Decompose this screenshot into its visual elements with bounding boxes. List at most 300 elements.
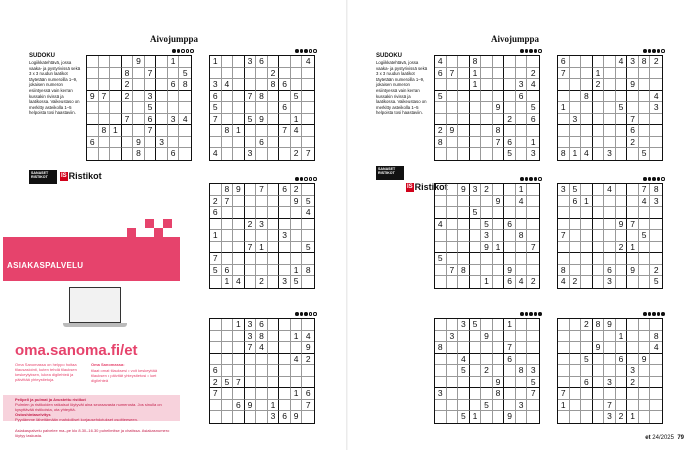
sudoku-cell[interactable] xyxy=(516,377,528,389)
sudoku-cell[interactable]: 4 xyxy=(291,125,303,137)
sudoku-cell[interactable]: 3 xyxy=(481,230,493,242)
sudoku-cell[interactable] xyxy=(604,56,616,68)
sudoku-cell[interactable]: 8 xyxy=(256,331,268,343)
sudoku-cell[interactable]: 3 xyxy=(268,411,280,423)
sudoku-cell[interactable] xyxy=(581,411,593,423)
sudoku-cell[interactable] xyxy=(233,207,245,219)
sudoku-cell[interactable] xyxy=(447,114,459,126)
sudoku-cell[interactable] xyxy=(470,137,482,149)
sudoku-cell[interactable] xyxy=(279,342,291,354)
sudoku-cell[interactable] xyxy=(470,114,482,126)
sudoku-cell[interactable] xyxy=(627,354,639,366)
sudoku-cell[interactable]: 9 xyxy=(627,79,639,91)
sudoku-cell[interactable] xyxy=(435,79,447,91)
sudoku-cell[interactable]: 3 xyxy=(156,137,168,149)
sudoku-cell[interactable]: 8 xyxy=(581,91,593,103)
sudoku-cell[interactable] xyxy=(627,388,639,400)
sudoku-cell[interactable] xyxy=(616,388,628,400)
sudoku-cell[interactable] xyxy=(516,219,528,231)
sudoku-cell[interactable] xyxy=(268,388,280,400)
sudoku-cell[interactable] xyxy=(447,354,459,366)
sudoku-cell[interactable] xyxy=(233,411,245,423)
sudoku-cell[interactable]: 2 xyxy=(435,125,447,137)
sudoku-cell[interactable] xyxy=(279,219,291,231)
sudoku-cell[interactable] xyxy=(145,79,157,91)
sudoku-cell[interactable] xyxy=(210,184,222,196)
sudoku-cell[interactable] xyxy=(527,354,539,366)
sudoku-cell[interactable] xyxy=(593,56,605,68)
sudoku-cell[interactable] xyxy=(639,411,651,423)
sudoku-cell[interactable]: 8 xyxy=(133,148,145,160)
sudoku-cell[interactable] xyxy=(99,137,111,149)
sudoku-cell[interactable] xyxy=(558,342,570,354)
sudoku-cell[interactable]: 5 xyxy=(302,196,314,208)
sudoku-cell[interactable] xyxy=(302,184,314,196)
sudoku-cell[interactable] xyxy=(493,148,505,160)
sudoku-cell[interactable] xyxy=(458,342,470,354)
sudoku-cell[interactable] xyxy=(110,137,122,149)
sudoku-cell[interactable]: 6 xyxy=(279,102,291,114)
sudoku-cell[interactable]: 4 xyxy=(650,342,662,354)
sudoku-cell[interactable] xyxy=(616,230,628,242)
sudoku-cell[interactable]: 6 xyxy=(233,400,245,412)
sudoku-cell[interactable] xyxy=(179,102,191,114)
sudoku-cell[interactable] xyxy=(435,148,447,160)
sudoku-cell[interactable] xyxy=(110,148,122,160)
sudoku-cell[interactable] xyxy=(279,56,291,68)
sudoku-cell[interactable] xyxy=(122,125,134,137)
sudoku-cell[interactable] xyxy=(256,230,268,242)
sudoku-cell[interactable]: 7 xyxy=(504,342,516,354)
sudoku-cell[interactable] xyxy=(527,411,539,423)
sudoku-cell[interactable] xyxy=(581,137,593,149)
sudoku-cell[interactable]: 1 xyxy=(291,388,303,400)
sudoku-cell[interactable] xyxy=(279,365,291,377)
sudoku-cell[interactable] xyxy=(650,148,662,160)
sudoku-cell[interactable] xyxy=(233,56,245,68)
sudoku-cell[interactable] xyxy=(593,411,605,423)
sudoku-cell[interactable] xyxy=(168,125,180,137)
sudoku-cell[interactable] xyxy=(87,102,99,114)
sudoku-cell[interactable] xyxy=(493,207,505,219)
sudoku-cell[interactable] xyxy=(481,377,493,389)
sudoku-cell[interactable] xyxy=(222,365,234,377)
sudoku-cell[interactable] xyxy=(245,196,257,208)
sudoku-cell[interactable] xyxy=(222,400,234,412)
sudoku-cell[interactable] xyxy=(279,114,291,126)
sudoku-cell[interactable] xyxy=(279,400,291,412)
sudoku-cell[interactable] xyxy=(481,319,493,331)
sudoku-cell[interactable] xyxy=(233,219,245,231)
sudoku-cell[interactable] xyxy=(458,207,470,219)
sudoku-cell[interactable] xyxy=(481,91,493,103)
sudoku-cell[interactable] xyxy=(245,265,257,277)
sudoku-cell[interactable] xyxy=(87,79,99,91)
sudoku-cell[interactable] xyxy=(470,331,482,343)
sudoku-cell[interactable] xyxy=(133,125,145,137)
sudoku-cell[interactable] xyxy=(639,400,651,412)
sudoku-cell[interactable] xyxy=(87,125,99,137)
sudoku-cell[interactable] xyxy=(581,219,593,231)
sudoku-cell[interactable]: 6 xyxy=(145,114,157,126)
sudoku-cell[interactable]: 8 xyxy=(593,319,605,331)
sudoku-cell[interactable] xyxy=(268,331,280,343)
sudoku-cell[interactable]: 3 xyxy=(256,219,268,231)
sudoku-cell[interactable]: 4 xyxy=(233,276,245,288)
sudoku-cell[interactable] xyxy=(570,265,582,277)
sudoku-cell[interactable] xyxy=(458,148,470,160)
sudoku-cell[interactable] xyxy=(493,331,505,343)
sudoku-cell[interactable] xyxy=(650,207,662,219)
sudoku-cell[interactable] xyxy=(99,114,111,126)
sudoku-cell[interactable] xyxy=(145,56,157,68)
sudoku-cell[interactable] xyxy=(222,91,234,103)
sudoku-cell[interactable]: 5 xyxy=(470,207,482,219)
sudoku-cell[interactable]: 1 xyxy=(627,242,639,254)
sudoku-cell[interactable] xyxy=(179,91,191,103)
sudoku-cell[interactable]: 7 xyxy=(279,125,291,137)
sudoku-cell[interactable] xyxy=(627,68,639,80)
sudoku-cell[interactable]: 5 xyxy=(481,219,493,231)
sudoku-cell[interactable] xyxy=(527,342,539,354)
sudoku-cell[interactable]: 4 xyxy=(291,354,303,366)
sudoku-cell[interactable]: 6 xyxy=(527,114,539,126)
sudoku-cell[interactable] xyxy=(493,56,505,68)
sudoku-cell[interactable] xyxy=(481,196,493,208)
sudoku-cell[interactable] xyxy=(570,365,582,377)
sudoku-cell[interactable] xyxy=(481,137,493,149)
sudoku-cell[interactable] xyxy=(493,265,505,277)
sudoku-cell[interactable] xyxy=(291,319,303,331)
sudoku-cell[interactable] xyxy=(458,400,470,412)
ad-url-link[interactable]: oma.sanoma.fi/et xyxy=(15,342,138,359)
sudoku-cell[interactable] xyxy=(279,196,291,208)
sudoku-cell[interactable]: 2 xyxy=(627,377,639,389)
sudoku-cell[interactable] xyxy=(504,400,516,412)
sudoku-cell[interactable] xyxy=(616,265,628,277)
sudoku-cell[interactable]: 1 xyxy=(593,68,605,80)
sudoku-cell[interactable] xyxy=(222,388,234,400)
sudoku-cell[interactable]: 4 xyxy=(435,56,447,68)
sudoku-cell[interactable] xyxy=(233,365,245,377)
sudoku-cell[interactable] xyxy=(435,242,447,254)
sudoku-cell[interactable]: 8 xyxy=(256,91,268,103)
sudoku-cell[interactable] xyxy=(470,219,482,231)
sudoku-cell[interactable] xyxy=(435,319,447,331)
sudoku-cell[interactable] xyxy=(570,319,582,331)
sudoku-cell[interactable] xyxy=(256,68,268,80)
sudoku-cell[interactable] xyxy=(616,91,628,103)
sudoku-cell[interactable] xyxy=(616,137,628,149)
sudoku-cell[interactable] xyxy=(527,219,539,231)
sudoku-cell[interactable] xyxy=(156,102,168,114)
sudoku-cell[interactable] xyxy=(627,102,639,114)
sudoku-cell[interactable] xyxy=(639,331,651,343)
sudoku-cell[interactable]: 1 xyxy=(493,242,505,254)
sudoku-cell[interactable] xyxy=(268,365,280,377)
sudoku-cell[interactable] xyxy=(256,102,268,114)
sudoku-cell[interactable] xyxy=(302,319,314,331)
sudoku-cell[interactable] xyxy=(458,125,470,137)
sudoku-cell[interactable] xyxy=(493,114,505,126)
sudoku-cell[interactable]: 1 xyxy=(570,148,582,160)
sudoku-cell[interactable] xyxy=(470,91,482,103)
sudoku-cell[interactable] xyxy=(570,56,582,68)
sudoku-cell[interactable]: 3 xyxy=(604,411,616,423)
sudoku-cell[interactable] xyxy=(650,354,662,366)
sudoku-cell[interactable] xyxy=(256,79,268,91)
sudoku-cell[interactable] xyxy=(493,184,505,196)
sudoku-cell[interactable] xyxy=(581,342,593,354)
sudoku-cell[interactable] xyxy=(268,354,280,366)
sudoku-cell[interactable] xyxy=(639,207,651,219)
sudoku-cell[interactable] xyxy=(581,184,593,196)
sudoku-cell[interactable]: 2 xyxy=(291,148,303,160)
sudoku-cell[interactable] xyxy=(447,253,459,265)
sudoku-cell[interactable]: 2 xyxy=(210,377,222,389)
sudoku-cell[interactable]: 3 xyxy=(604,276,616,288)
sudoku-cell[interactable] xyxy=(222,148,234,160)
sudoku-cell[interactable] xyxy=(470,125,482,137)
sudoku-cell[interactable]: 4 xyxy=(302,56,314,68)
sudoku-cell[interactable]: 2 xyxy=(256,276,268,288)
sudoku-cell[interactable] xyxy=(222,207,234,219)
sudoku-cell[interactable]: 6 xyxy=(616,354,628,366)
sudoku-cell[interactable]: 2 xyxy=(122,79,134,91)
sudoku-cell[interactable]: 3 xyxy=(516,79,528,91)
sudoku-cell[interactable]: 8 xyxy=(558,148,570,160)
sudoku-cell[interactable] xyxy=(604,102,616,114)
sudoku-cell[interactable]: 2 xyxy=(291,184,303,196)
sudoku-cell[interactable] xyxy=(222,319,234,331)
sudoku-cell[interactable]: 7 xyxy=(233,377,245,389)
sudoku-cell[interactable]: 6 xyxy=(604,265,616,277)
sudoku-cell[interactable]: 5 xyxy=(639,230,651,242)
sudoku-cell[interactable]: 7 xyxy=(245,342,257,354)
sudoku-cell[interactable]: 9 xyxy=(256,114,268,126)
sudoku-cell[interactable] xyxy=(302,91,314,103)
sudoku-cell[interactable] xyxy=(179,56,191,68)
sudoku-cell[interactable] xyxy=(470,148,482,160)
sudoku-cell[interactable]: 4 xyxy=(639,196,651,208)
sudoku-cell[interactable]: 7 xyxy=(527,242,539,254)
sudoku-cell[interactable] xyxy=(627,400,639,412)
sudoku-cell[interactable] xyxy=(291,365,303,377)
sudoku-cell[interactable]: 7 xyxy=(245,91,257,103)
sudoku-cell[interactable] xyxy=(222,56,234,68)
sudoku-cell[interactable]: 8 xyxy=(435,137,447,149)
sudoku-cell[interactable] xyxy=(168,91,180,103)
sudoku-cell[interactable] xyxy=(581,230,593,242)
sudoku-cell[interactable] xyxy=(256,265,268,277)
sudoku-cell[interactable]: 5 xyxy=(179,68,191,80)
sudoku-cell[interactable] xyxy=(504,377,516,389)
sudoku-cell[interactable] xyxy=(593,354,605,366)
sudoku-cell[interactable]: 4 xyxy=(222,79,234,91)
sudoku-cell[interactable] xyxy=(558,196,570,208)
sudoku-cell[interactable] xyxy=(447,102,459,114)
sudoku-cell[interactable] xyxy=(481,342,493,354)
sudoku-cell[interactable]: 9 xyxy=(593,342,605,354)
sudoku-cell[interactable] xyxy=(639,242,651,254)
sudoku-cell[interactable]: 1 xyxy=(268,400,280,412)
sudoku-cell[interactable]: 5 xyxy=(527,377,539,389)
sudoku-cell[interactable] xyxy=(245,365,257,377)
sudoku-cell[interactable] xyxy=(156,125,168,137)
sudoku-cell[interactable] xyxy=(627,319,639,331)
sudoku-cell[interactable] xyxy=(639,114,651,126)
sudoku-cell[interactable]: 8 xyxy=(516,365,528,377)
sudoku-cell[interactable] xyxy=(447,388,459,400)
sudoku-cell[interactable] xyxy=(87,114,99,126)
sudoku-cell[interactable] xyxy=(470,196,482,208)
sudoku-cell[interactable] xyxy=(558,114,570,126)
sudoku-cell[interactable]: 5 xyxy=(581,354,593,366)
sudoku-cell[interactable] xyxy=(245,207,257,219)
sudoku-cell[interactable] xyxy=(179,137,191,149)
sudoku-cell[interactable] xyxy=(639,342,651,354)
sudoku-cell[interactable]: 8 xyxy=(470,56,482,68)
sudoku-cell[interactable]: 9 xyxy=(133,56,145,68)
sudoku-cell[interactable] xyxy=(447,207,459,219)
sudoku-cell[interactable] xyxy=(133,79,145,91)
sudoku-cell[interactable]: 3 xyxy=(570,114,582,126)
sudoku-cell[interactable] xyxy=(593,125,605,137)
sudoku-cell[interactable] xyxy=(481,114,493,126)
sudoku-cell[interactable] xyxy=(133,102,145,114)
sudoku-cell[interactable]: 5 xyxy=(653,276,659,287)
sudoku-cell[interactable]: 1 xyxy=(233,125,245,137)
sudoku-cell[interactable]: 1 xyxy=(527,137,539,149)
sudoku-cell[interactable]: 2 xyxy=(616,411,628,423)
sudoku-cell[interactable] xyxy=(527,265,539,277)
sudoku-cell[interactable]: 1 xyxy=(291,331,303,343)
sudoku-cell[interactable] xyxy=(593,196,605,208)
sudoku-cell[interactable]: 9 xyxy=(493,377,505,389)
sudoku-cell[interactable] xyxy=(504,56,516,68)
sudoku-cell[interactable] xyxy=(458,79,470,91)
sudoku-cell[interactable] xyxy=(268,377,280,389)
sudoku-cell[interactable]: 4 xyxy=(516,276,528,288)
sudoku-cell[interactable]: 3 xyxy=(604,148,616,160)
sudoku-cell[interactable] xyxy=(593,184,605,196)
sudoku-cell[interactable]: 7 xyxy=(145,125,157,137)
sudoku-cell[interactable] xyxy=(593,388,605,400)
sudoku-cell[interactable] xyxy=(458,242,470,254)
sudoku-cell[interactable] xyxy=(435,102,447,114)
sudoku-cell[interactable]: 5 xyxy=(504,148,516,160)
sudoku-cell[interactable]: 5 xyxy=(616,102,628,114)
sudoku-cell[interactable]: 5 xyxy=(639,148,651,160)
sudoku-cell[interactable]: 6 xyxy=(222,265,234,277)
sudoku-cell[interactable] xyxy=(493,354,505,366)
sudoku-cell[interactable]: 2 xyxy=(650,265,662,277)
sudoku-cell[interactable]: 9 xyxy=(493,196,505,208)
sudoku-cell[interactable] xyxy=(268,207,280,219)
sudoku-cell[interactable]: 3 xyxy=(245,56,257,68)
sudoku-cell[interactable] xyxy=(516,102,528,114)
sudoku-cell[interactable] xyxy=(435,400,447,412)
sudoku-cell[interactable] xyxy=(516,354,528,366)
sudoku-cell[interactable] xyxy=(504,102,516,114)
sudoku-cell[interactable]: 9 xyxy=(616,219,628,231)
sudoku-cell[interactable] xyxy=(593,377,605,389)
sudoku-cell[interactable] xyxy=(279,354,291,366)
sudoku-cell[interactable] xyxy=(268,148,280,160)
sudoku-cell[interactable]: 2 xyxy=(504,114,516,126)
sudoku-cell[interactable]: 1 xyxy=(504,319,516,331)
sudoku-cell[interactable] xyxy=(570,137,582,149)
sudoku-cell[interactable]: 2 xyxy=(581,319,593,331)
sudoku-cell[interactable]: 2 xyxy=(627,137,639,149)
sudoku-cell[interactable]: 8 xyxy=(558,265,570,277)
sudoku-cell[interactable]: 2 xyxy=(530,276,536,287)
sudoku-cell[interactable] xyxy=(604,242,616,254)
sudoku-cell[interactable] xyxy=(604,125,616,137)
sudoku-cell[interactable] xyxy=(593,219,605,231)
sudoku-cell[interactable] xyxy=(527,319,539,331)
sudoku-cell[interactable]: 4 xyxy=(435,219,447,231)
sudoku-cell[interactable] xyxy=(210,137,222,149)
sudoku-cell[interactable] xyxy=(639,137,651,149)
sudoku-cell[interactable] xyxy=(493,319,505,331)
sudoku-cell[interactable]: 1 xyxy=(516,184,528,196)
sudoku-cell[interactable] xyxy=(581,276,593,288)
sudoku-cell[interactable]: 7 xyxy=(99,91,111,103)
sudoku-cell[interactable] xyxy=(233,68,245,80)
sudoku-cell[interactable] xyxy=(493,219,505,231)
sudoku-cell[interactable]: 4 xyxy=(256,342,268,354)
sudoku-cell[interactable]: 2 xyxy=(570,276,582,288)
sudoku-cell[interactable]: 8 xyxy=(435,342,447,354)
sudoku-cell[interactable] xyxy=(210,411,222,423)
sudoku-cell[interactable]: 3 xyxy=(650,196,662,208)
sudoku-cell[interactable] xyxy=(570,253,582,265)
sudoku-cell[interactable]: 4 xyxy=(516,196,528,208)
sudoku-cell[interactable]: 6 xyxy=(210,365,222,377)
sudoku-cell[interactable] xyxy=(447,79,459,91)
sudoku-cell[interactable] xyxy=(627,207,639,219)
sudoku-cell[interactable]: 4 xyxy=(604,184,616,196)
sudoku-cell[interactable] xyxy=(581,56,593,68)
sudoku-cell[interactable] xyxy=(493,91,505,103)
sudoku-cell[interactable] xyxy=(581,400,593,412)
sudoku-cell[interactable] xyxy=(458,91,470,103)
sudoku-cell[interactable] xyxy=(458,102,470,114)
sudoku-cell[interactable] xyxy=(639,276,651,288)
sudoku-cell[interactable]: 4 xyxy=(527,79,539,91)
sudoku-cell[interactable] xyxy=(504,184,516,196)
sudoku-cell[interactable]: 3 xyxy=(210,79,222,91)
sudoku-cell[interactable] xyxy=(222,253,234,265)
sudoku-cell[interactable] xyxy=(233,91,245,103)
sudoku-cell[interactable] xyxy=(458,56,470,68)
sudoku-cell[interactable] xyxy=(256,400,268,412)
sudoku-cell[interactable] xyxy=(435,207,447,219)
sudoku-cell[interactable] xyxy=(268,253,280,265)
sudoku-cell[interactable] xyxy=(291,342,303,354)
sudoku-cell[interactable] xyxy=(516,242,528,254)
sudoku-cell[interactable] xyxy=(291,207,303,219)
sudoku-cell[interactable] xyxy=(516,331,528,343)
sudoku-cell[interactable]: 9 xyxy=(291,196,303,208)
sudoku-cell[interactable] xyxy=(504,207,516,219)
sudoku-cell[interactable] xyxy=(593,230,605,242)
sudoku-cell[interactable] xyxy=(570,219,582,231)
sudoku-cell[interactable] xyxy=(435,331,447,343)
sudoku-cell[interactable] xyxy=(268,137,280,149)
sudoku-cell[interactable] xyxy=(527,331,539,343)
